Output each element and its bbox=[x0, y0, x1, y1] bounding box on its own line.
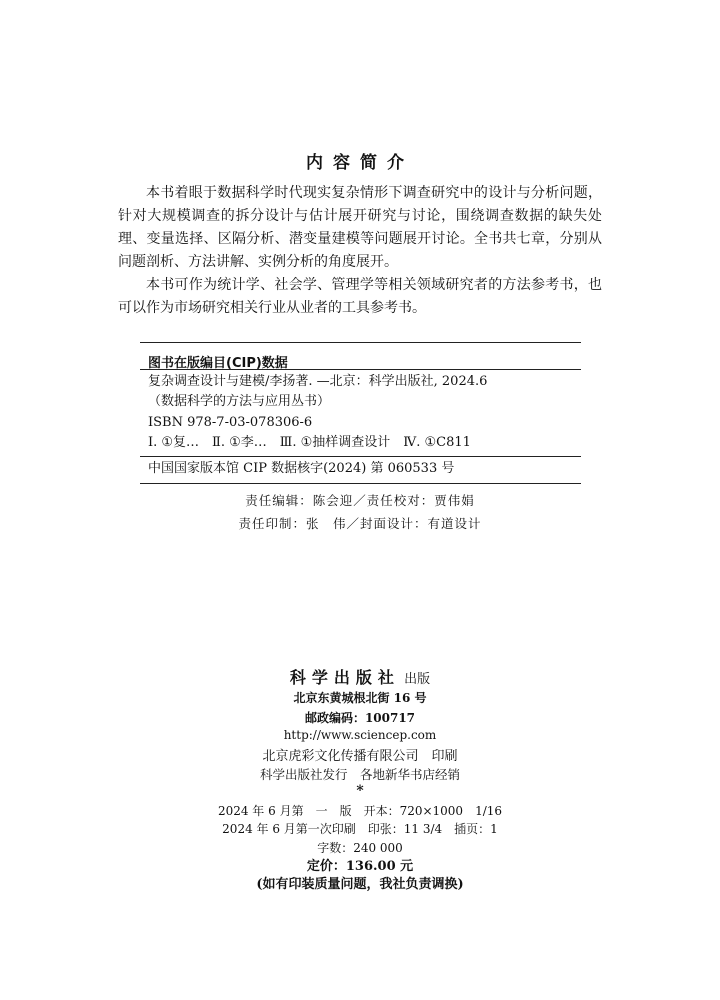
publisher-postcode: 邮政编码：100717 bbox=[304, 711, 416, 725]
cip-line-1: 复杂调查设计与建模/李扬著. —北京：科学出版社, 2024.6 bbox=[148, 374, 488, 389]
intro-body bbox=[118, 182, 602, 320]
printer-line: 北京虎彩文化传播有限公司 印刷 bbox=[262, 749, 458, 764]
price: 定价：136.00 元 bbox=[306, 859, 414, 874]
publisher-url: http://www.sciencep.com bbox=[283, 728, 437, 742]
cip-top-rule bbox=[140, 342, 581, 343]
credits-line-2: 责任印制：张 伟／封面设计：有道设计 bbox=[238, 516, 482, 531]
cip-line-3: ISBN 978-7-03-078306-6 bbox=[148, 415, 313, 430]
cip-mid-rule bbox=[140, 456, 581, 457]
publisher-address: 北京东黄城根北街 16 号 bbox=[293, 691, 427, 705]
publisher-logo: 科学出版社 bbox=[289, 668, 400, 687]
separator-star: * bbox=[356, 783, 364, 799]
intro-paragraph-1: 本书着眼于数据科学时代现实复杂情形下调查研究中的设计与分析问题，针对大规模调查的拆分设计与估计展开研究与讨论，围绕调查数据的缺失处理、变量选择、区隔分析、潜变量建模等问题展开讨论。全书共七章，分别从问题剖析、方法讲解、实例分析的角度展开。 bbox=[118, 185, 602, 270]
cip-bottom-rule bbox=[140, 483, 581, 484]
cip-line-2: （数据科学的方法与应用丛书） bbox=[148, 394, 331, 409]
distribution-line: 科学出版社发行 各地新华书店经销 bbox=[259, 767, 460, 782]
printing-line: 2024 年 6 月第一次印刷 印张：11 3/4 插页：1 bbox=[222, 822, 498, 836]
intro-paragraph-2: 本书可作为统计学、社会学、管理学等相关领域研究者的方法参考书，也可以作为市场研究相关行业从业者的工具参考书。 bbox=[118, 277, 602, 316]
edition-line: 2024 年 6 月第 一 版 开本：720×1000 1/16 bbox=[217, 804, 503, 818]
intro-title: 内容简介 bbox=[306, 153, 414, 173]
cip-line-4: Ⅰ. ①复… Ⅱ. ①李… Ⅲ. ①抽样调查设计 Ⅳ. ①C811 bbox=[148, 435, 471, 450]
credits-line-1: 责任编辑：陈会迎／责任校对：贾伟娟 bbox=[245, 493, 475, 508]
cip-heading: 图书在版编目(CIP)数据 bbox=[148, 356, 288, 371]
quality-note: (如有印装质量问题，我社负责调换) bbox=[256, 877, 464, 892]
publisher-logo-suffix: 出版 bbox=[404, 672, 431, 687]
word-count: 字数：240 000 bbox=[317, 841, 403, 855]
cip-head-rule bbox=[140, 369, 581, 370]
cip-record: 中国国家版本馆 CIP 数据核字(2024) 第 060533 号 bbox=[148, 461, 455, 476]
publisher-logo-line bbox=[0, 665, 720, 688]
